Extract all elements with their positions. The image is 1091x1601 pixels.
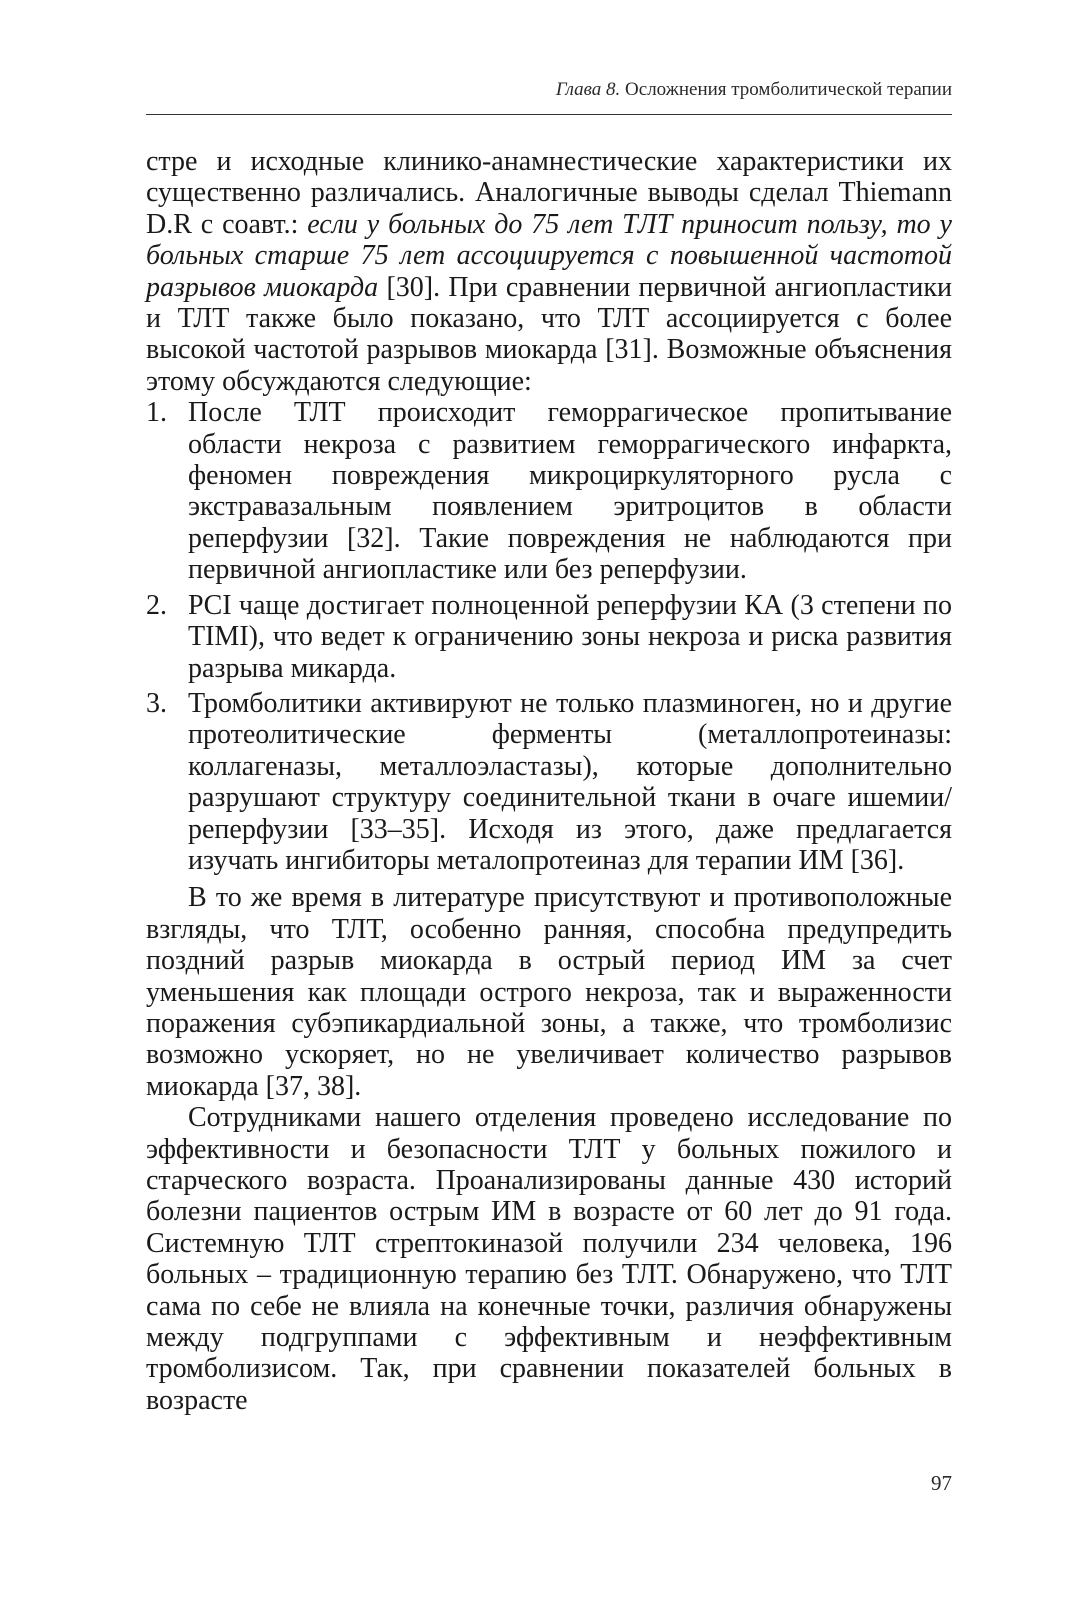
reasons-list: [146, 397, 952, 876]
list-item-text: После ТЛТ происходит геморрагическое пропитывание области некроза с развитием геморрагического инфаркта, феномен повреждения микроциркуляторного русла с экстравазальным появлением эритроцитов в области реперфузии [32]. Такие повреждения не наблюдаются при первичной ангиопластике или без реперфузии.: [188, 397, 952, 586]
list-item-number: 2.: [146, 589, 167, 621]
list-item-number: 3.: [146, 687, 167, 719]
page-number: 97: [931, 1471, 952, 1495]
list-item-text: PCI чаще достигает полноценной реперфузии КА (3 степени по TIMI), что ведет к ограничению зоны некроза и риска развития разрыва микарда.: [188, 589, 952, 684]
list-item: [146, 590, 952, 684]
paragraph-continued: [146, 146, 952, 397]
header-rule: [146, 114, 952, 115]
list-item: [146, 688, 952, 876]
list-item: [146, 397, 952, 585]
body-text: [146, 146, 952, 1416]
paragraph-text: [30]. При сравнении первичной ангиопластики и ТЛТ также было показано, что ТЛТ ассоциируется с более высокой частотой разрывов миокарда [31]. Возможные объяснения этому обсуждаются следующие:: [146, 271, 953, 397]
italic-quote: если у больных до 75 лет ТЛТ приносит пользу, то у больных старше 75 лет ассоциируется с повышенной частотой разрывов миокарда: [146, 208, 952, 303]
paragraph-text: стре и исходные клинико-анамнестические характеристики их существенно различались. Аналогичные выводы сделал Thiemann D.R с соавт.:: [146, 146, 952, 240]
list-item-number: 1.: [146, 397, 167, 429]
running-header: [146, 78, 952, 102]
chapter-label: Глава 8.: [555, 79, 621, 100]
list-item-text: Тромболитики активируют не только плазминоген, но и другие протеолитические ферменты (металлопротеиназы: коллагеназы, металлоэластазы), которые дополнительно разрушают структуру соединительной ткани в очаге ишемии/реперфузии [33–35]. Исходя из этого, даже предлагается изучать ингибиторы металопротеиназ для терапии ИМ [36].: [188, 687, 952, 876]
paragraph: Сотрудниками нашего отделения проведено исследование по эффективности и безопасности ТЛТ у больных пожилого и старческого возраста. Проанализированы данные 430 историй болезни пациентов острым ИМ в возрасте от 60 лет до 91 года. Системную ТЛТ стрептокиназой получили 234 человека, 196 больных – традиционную терапию без ТЛТ. Обнаружено, что ТЛТ сама по себе не влияла на конечные точки, различия обнаружены между подгруппами с эффективным и неэффективным тромболизисом. Так, при сравнении показателей больных в возрасте: [146, 1102, 952, 1416]
paragraph: В то же время в литературе присутствуют и противоположные взгляды, что ТЛТ, особенно ранняя, способна предупредить поздний разрыв миокарда в острый период ИМ за счет уменьшения как площади острого некроза, так и выраженности поражения субэпикардиальной зоны, а также, что тромболизис возможно ускоряет, но не увеличивает количество разрывов миокарда [37, 38].: [146, 882, 952, 1102]
chapter-title: Осложнения тромболитической терапии: [625, 79, 952, 100]
